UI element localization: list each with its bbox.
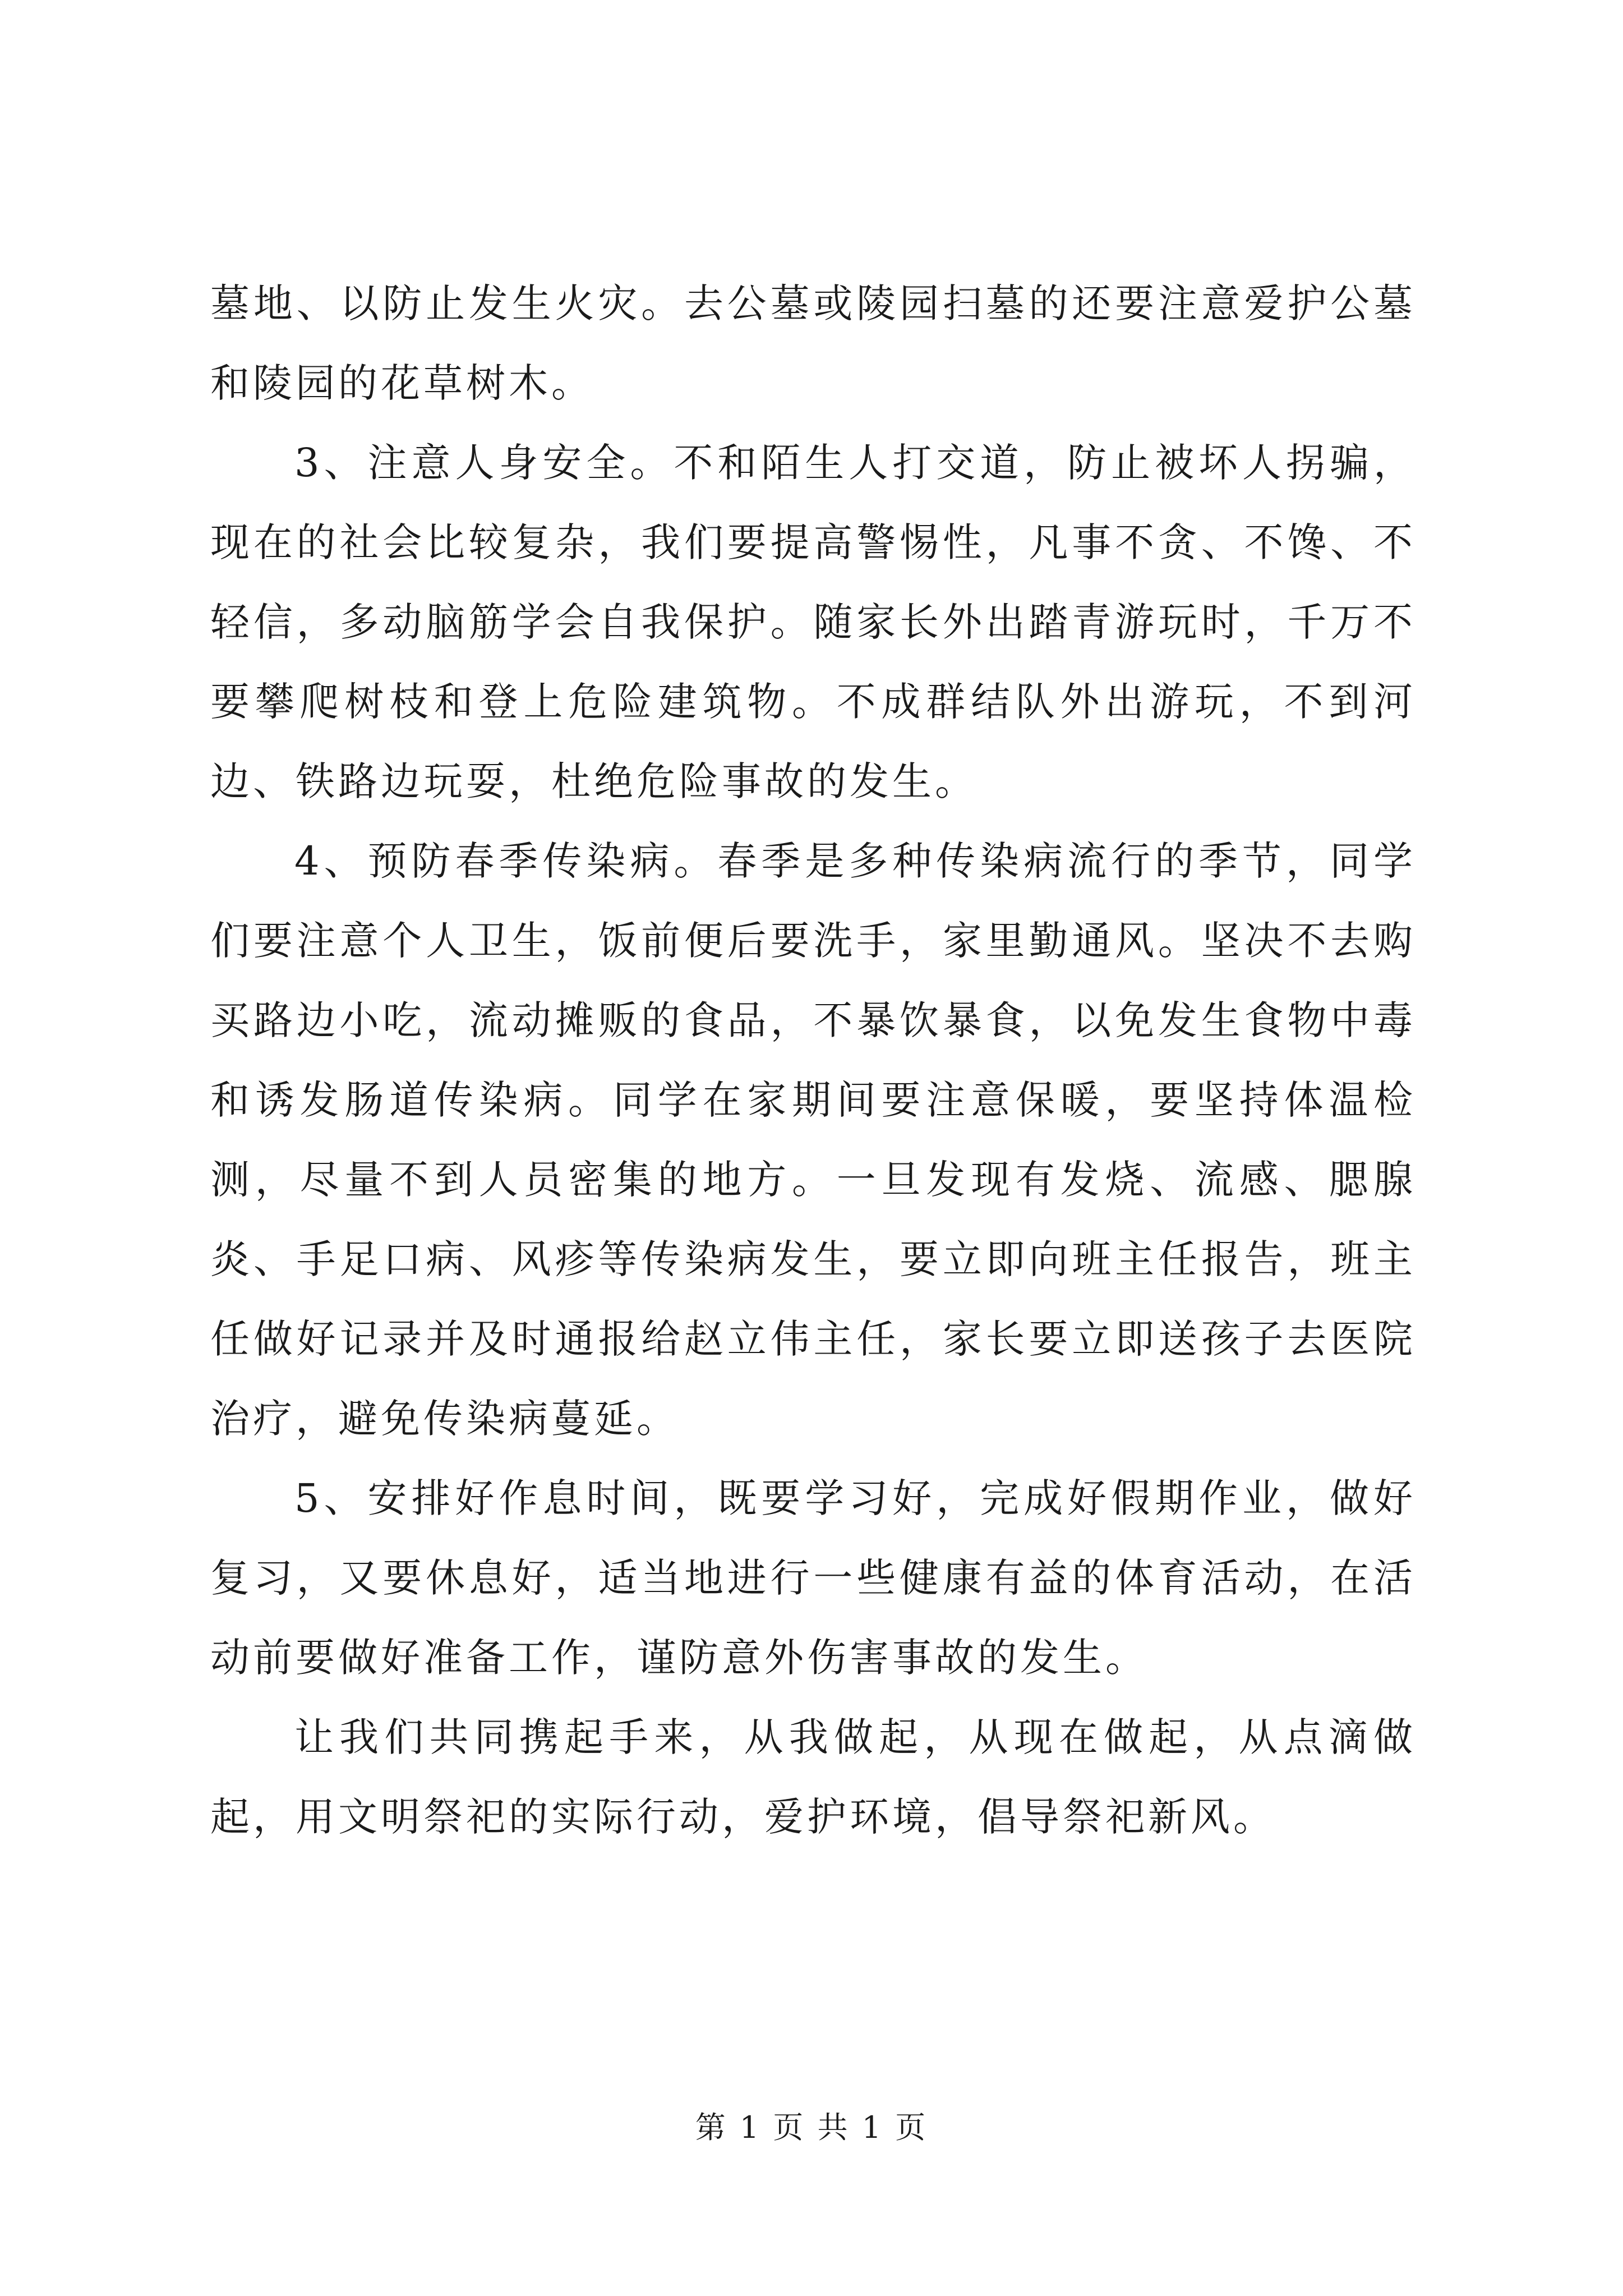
paragraph-schedule: 5、安排好作息时间，既要学习好，完成好假期作业，做好复习，又要休息好，适当地进行一些健康有益的体育活动，在活动前要做好准备工作，谨防意外伤害事故的发生。 xyxy=(210,1475,1416,1681)
document-body xyxy=(210,264,1416,1857)
page-number-footer: 第 1 页 共 1 页 xyxy=(695,2110,928,2145)
paragraph-continuation: 墓地、以防止发生火灾。去公墓或陵园扫墓的还要注意爱护公墓和陵园的花草树木。 xyxy=(210,280,1416,406)
paragraph-closing: 让我们共同携起手来，从我做起，从现在做起，从点滴做起，用文明祭祀的实际行动，爱护环境，倡导祭祀新风。 xyxy=(210,1714,1416,1840)
paragraph-disease-prevention: 4、预防春季传染病。春季是多种传染病流行的季节，同学们要注意个人卫生，饭前便后要洗手，家里勤通风。坚决不去购买路边小吃，流动摊贩的食品，不暴饮暴食，以免发生食物中毒和诱发肠道传染病。同学在家期间要注意保暖，要坚持体温检测，尽量不到人员密集的地方。一旦发现有发烧、流感、腮腺炎、手足口病、风疹等传染病发生，要立即向班主任报告，班主任做好记录并及时通报给赵立伟主任，家长要立即送孩子去医院治疗，避免传染病蔓延。 xyxy=(210,838,1416,1442)
paragraph-personal-safety: 3、注意人身安全。不和陌生人打交道，防止被坏人拐骗，现在的社会比较复杂，我们要提高警惕性，凡事不贪、不馋、不轻信，多动脑筋学会自我保护。随家长外出踏青游玩时，千万不要攀爬树枝和登上危险建筑物。不成群结队外出游玩，不到河边、铁路边玩耍，杜绝危险事故的发生。 xyxy=(210,440,1416,804)
